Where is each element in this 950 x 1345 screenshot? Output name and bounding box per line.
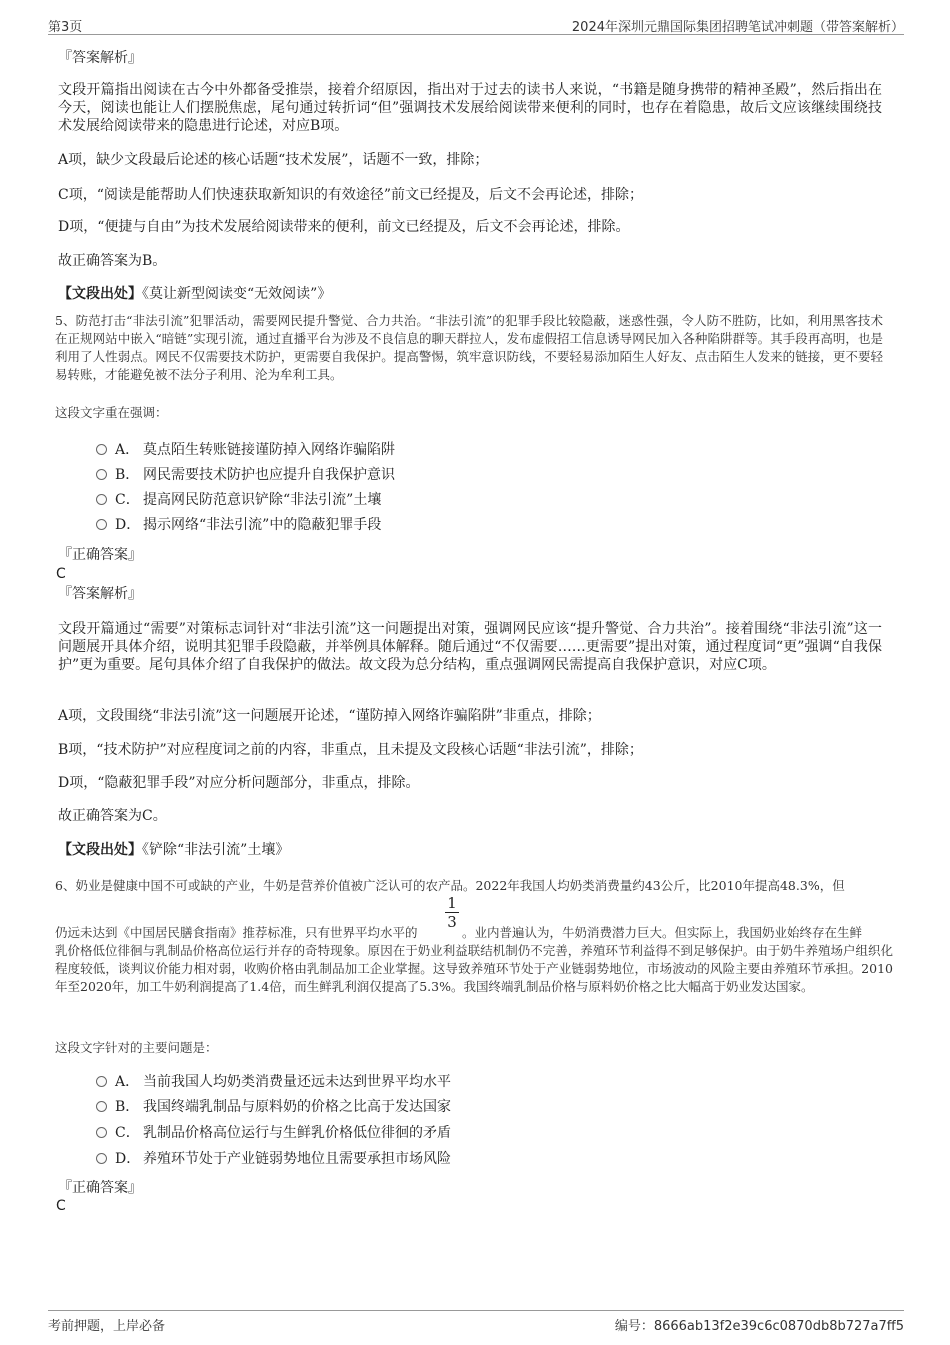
q6-fraction [445,895,459,930]
q5-option-d[interactable] [96,514,381,536]
q5-option-a[interactable] [96,439,395,461]
q5-option-b[interactable] [96,464,395,486]
radio-button-icon[interactable] [96,1153,107,1164]
q4-option-c-note: C项，“阅读是能帮助人们快速获取新知识的有效途径”前文已经提及，后文不会再论述，排除； [58,187,644,203]
q5-conclusion: 故正确答案为C。 [58,808,167,824]
option-key: B． [115,1099,140,1115]
radio-button-icon[interactable] [96,444,107,455]
q4-option-d-note: D项，“便捷与自由”为技术发展给阅读带来的便利，前文已经提及，后文不会再论述，排除。 [58,219,630,235]
q4-source-title: 《莫让新型阅读变“无效阅读”》 [142,286,332,302]
option-text: 我国终端乳制品与原料奶的价格之比高于发达国家 [143,1099,451,1115]
radio-button-icon[interactable] [96,1076,107,1087]
q4-source [58,284,331,304]
q5-analysis-label: 『答案解析』 [58,586,142,602]
q5-analysis-text: 文段开篇通过“需要”对策标志词针对“非法引流”这一问题提出对策，强调网民应该“提升警觉、合力共治”。接着围绕“非法引流”这一问题展开具体介绍，说明其犯罪手段隐蔽，并举例具体解释。随后通过“不仅需要……更需要”提出对策，通过程度词“更”强调“自我保护”更为重要。尾句具体介绍了自我保护的做法。故文段为总分结构，重点强调网民需提高自我保护意识，对应C项。 [58,621,882,673]
option-text: 当前我国人均奶类消费量还远未达到世界平均水平 [143,1074,451,1090]
radio-button-icon[interactable] [96,1101,107,1112]
option-text: 网民需要技术防护也应提升自我保护意识 [143,467,395,483]
q5-stem: 5、防范打击“非法引流”犯罪活动，需要网民提升警觉、合力共治。“非法引流”的犯罪手段比较隐蔽，迷惑性强，令人防不胜防，比如，利用黑客技术在正规网站中嵌入“暗链”实现引流，通过直播平台为涉及不良信息的聊天群拉人，发布虚假招工信息诱导网民加入各种陷阱群等。其手段再高明，也是利用了人性弱点。网民不仅需要技术防护，更需要自我保护。提高警惕，筑牢意识防线，不要轻易添加陌生人好友、点击陌生人发来的链接，更不要轻易转账，才能避免被不法分子利用、沦为牟利工具。 [55,313,883,382]
option-key: D． [115,517,141,533]
option-key: A． [115,1074,140,1090]
radio-button-icon[interactable] [96,469,107,480]
q4-option-a-note: A项，缺少文段最后论述的核心话题“技术发展”，话题不一致，排除； [58,152,489,168]
q6-stem-line2a: 仍远未达到《中国居民膳食指南》推荐标准，只有世界平均水平的 [55,925,418,940]
option-key: C． [115,1125,140,1141]
radio-button-icon[interactable] [96,519,107,530]
q4-source-label: 【文段出处】 [58,286,142,302]
option-key: B． [115,467,140,483]
q6-answer: C [56,1198,66,1214]
q5-option-c[interactable] [96,489,381,511]
fraction-denominator: 3 [447,913,457,931]
q5-answer-label: 『正确答案』 [58,547,142,563]
q5-source-label: 【文段出处】 [58,842,142,858]
q5-option-b-note: B项，“技术防护”对应程度词之前的内容，非重点，且未提及文段核心话题“非法引流”，排除； [58,742,643,758]
footer-code: 编号：8666ab13f2e39c6c0870db8b727a7ff5 [614,1319,904,1334]
q6-option-c[interactable] [96,1122,451,1144]
document-title: 2024年深圳元鼎国际集团招聘笔试冲刺题（带答案解析） [571,20,904,35]
page-header [48,14,904,35]
option-text: 乳制品价格高位运行与生鲜乳价格低位徘徊的矛盾 [143,1125,451,1141]
option-text: 揭示网络“非法引流”中的隐蔽犯罪手段 [143,517,382,533]
q5-source [58,840,289,860]
option-key: C． [115,492,140,508]
q4-analysis-label: 『答案解析』 [58,50,142,66]
page-footer [48,1310,904,1334]
radio-button-icon[interactable] [96,1127,107,1138]
radio-button-icon[interactable] [96,494,107,505]
fraction-numerator: 1 [447,894,457,912]
option-text: 莫点陌生转账链接谨防掉入网络诈骗陷阱 [143,442,395,458]
q5-option-a-note: A项，文段围绕“非法引流”这一问题展开论述，“谨防掉入网络诈骗陷阱”非重点，排除； [58,708,601,724]
q5-question: 这段文字重在强调： [55,405,168,420]
q6-stem-rest: 乳价格低位徘徊与乳制品价格高位运行并存的奇特现象。原因在于奶业利益联结机制仍不完善，养殖环节利益得不到足够保护。由于奶牛养殖场户组织化程度较低，谈判议价能力相对弱，收购价格由乳制品加工企业掌握。这导致养殖环节处于产业链弱势地位，市场波动的风险主要由养殖环节承担。2010年至2020年，加工牛奶利润提高了1.4倍，而生鲜乳利润仅提高了5.3%。我国终端乳制品价格与原料奶价格之比大幅高于奶业发达国家。 [55,943,893,994]
q6-option-b[interactable] [96,1096,451,1118]
q4-conclusion: 故正确答案为B。 [58,253,167,269]
q6-stem-line2b: 。业内普遍认为，牛奶消费潜力巨大。但实际上，我国奶业始终存在生鲜 [462,925,863,940]
option-key: D． [115,1151,141,1167]
q5-answer: C [56,566,66,582]
page-number: 第3页 [48,20,83,35]
q6-option-d[interactable] [96,1148,451,1170]
option-text: 养殖环节处于产业链弱势地位且需要承担市场风险 [143,1151,451,1167]
q6-option-a[interactable] [96,1071,451,1093]
q6-stem-line1: 6、奶业是健康中国不可或缺的产业，牛奶是营养价值被广泛认可的农产品。2022年我国人均奶类消费量约43公斤，比2010年提高48.3%，但 [55,878,845,893]
q5-source-title: 《铲除“非法引流”土壤》 [142,842,290,858]
option-key: A． [115,442,140,458]
footer-slogan: 考前押题，上岸必备 [48,1319,166,1334]
q4-analysis-text: 文段开篇指出阅读在古今中外都备受推崇，接着介绍原因，指出对于过去的读书人来说，“书籍是随身携带的精神圣殿”，然后指出在今天，阅读也能让人们摆脱焦虑，尾句通过转折词“但”强调技术发展给阅读带来便利的同时，也存在着隐患，故后文应该继续围绕技术发展给阅读带来的隐患进行论述，对应B项。 [58,82,882,134]
q5-option-d-note: D项，“隐蔽犯罪手段”对应分析问题部分，非重点，排除。 [58,775,420,791]
option-text: 提高网民防范意识铲除“非法引流”土壤 [143,492,382,508]
q6-question: 这段文字针对的主要问题是： [55,1040,218,1055]
q6-answer-label: 『正确答案』 [58,1180,142,1196]
